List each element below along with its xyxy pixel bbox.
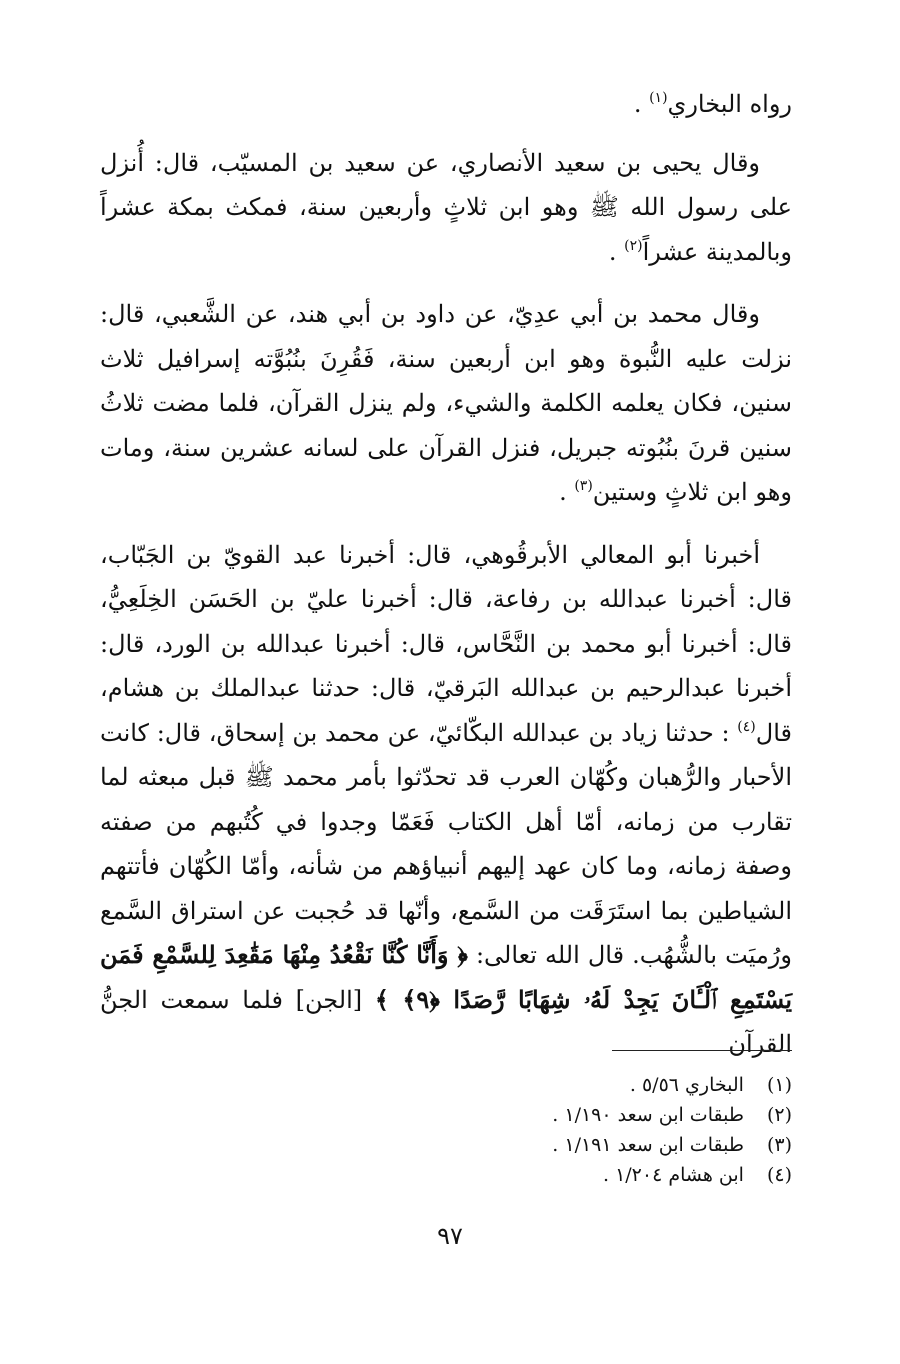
- paragraph-text: رواه البخاري: [667, 90, 792, 118]
- paragraph-text: أخبرنا أبو المعالي الأبرقُوهي، قال: أخبرنا عبد القويّ بن الجَبّاب، قال: أخبرنا عبدالله بن رفاعة، قال: أخبرنا عليّ بن الحَسَن الخِلَعِيُّ، قال: أخبرنا أبو محمد بن النَّحَّاس، قال: أخبرنا عبدالله بن الورد، قال: أخبرنا عبدالرحيم بن عبدالله البَرقيّ، قال: حدثنا عبدالملك بن هشام، قال: [100, 540, 792, 747]
- footnote-item: [292, 1070, 792, 1100]
- footnote-number: (١): [766, 1074, 792, 1096]
- paragraph-tail: .: [608, 237, 625, 266]
- footnotes: [292, 1070, 792, 1190]
- footnote-number: (٤): [766, 1164, 792, 1186]
- footnote-item: [292, 1160, 792, 1190]
- page-number: ٩٧: [437, 1222, 463, 1250]
- paragraph-tail: .: [559, 478, 575, 506]
- footnote-ref-2: (٢): [624, 237, 643, 254]
- paragraph-text-continued: : حدثنا زياد بن عبدالله البكّائيّ، عن محمد بن إسحاق، قال: كانت الأحبار والرُّهبان وكُهّان العرب قد تحدّثوا بأمر محمد ﷺ قبل مبعثه لما تقارب من زمانه، أمّا أهل الكتاب فَعَمّا وجدوا في كُتُبهم من صفته وصفة زمانه، وما كان عهد إليهم أنبياؤهم من شأنه، وأمّا الكُهّان فأتتهم الشياطين بما استَرَقَت من السَّمع، وأنّها قد حُجبت عن استراق السَّمع ورُميَت بالشُّهُب. قال الله تعالى:: [100, 718, 792, 969]
- paragraph-text-end: [الجن] فلما سمعت الجنُّ القرآن: [100, 985, 792, 1058]
- main-text: [100, 82, 792, 1085]
- quran-verse: ﴿ وَأَنَّا كُنَّا نَقْعُدُ مِنْهَا مَقَٰعِدَ لِلسَّمْعِ فَمَن يَسْتَمِعِ ٱلْـَٔانَ يَجِدْ لَهُۥ شِهَابًا رَّصَدًا ﴿٩﴾ ﴾: [100, 940, 793, 1014]
- paragraph-isnad-ibn-ishaq: [100, 533, 792, 1067]
- footnote-text: ابن هشام ١/٢٠٤ .: [602, 1164, 744, 1186]
- footnote-text: البخاري ٥/٥٦ .: [629, 1074, 744, 1096]
- footnote-number: (٣): [766, 1134, 792, 1156]
- footnote-ref-3: (٣): [574, 478, 593, 494]
- paragraph-muhammad-ibn-abi-adi: [100, 292, 792, 515]
- footnote-text: طبقات ابن سعد ١/١٩٠ .: [552, 1104, 744, 1126]
- footnote-separator: [612, 1050, 792, 1051]
- paragraph-tail: .: [633, 90, 650, 118]
- footnote-text: طبقات ابن سعد ١/١٩١ .: [552, 1134, 744, 1156]
- footnote-number: (٢): [766, 1104, 792, 1126]
- paragraph-text: وقال يحيى بن سعيد الأنصاري، عن سعيد بن المسيّب، قال: أُنزل على رسول الله ﷺ وهو ابن ثلاثٍ وأربعين سنة، فمكث بمكة عشراً وبالمدينة عشراً: [100, 148, 792, 266]
- paragraph-yahya-ibn-said: [100, 141, 792, 275]
- footnote-item: [292, 1100, 792, 1130]
- footnote-ref-4: (٤): [737, 718, 756, 735]
- paragraph-hadith-bukhari: [100, 82, 792, 127]
- footnote-ref-1: (١): [649, 90, 668, 106]
- paragraph-text: وقال محمد بن أبي عدِيّ، عن داود بن أبي هند، عن الشَّعبي، قال: نزلت عليه النُّبوة وهو ابن أربعين سنة، فَقُرِنَ بنُبُوَّته إسرافيل ثلاث سنين، فكان يعلمه الكلمة والشيء، ولم ينزل القرآن، فلما مضت ثلاثُ سنين قرنَ بنُبُوته جبريل، فنزل القرآن على لسانه عشرين سنة، ومات وهو ابن ثلاثٍ وستين: [100, 300, 792, 506]
- footnote-item: [292, 1130, 792, 1160]
